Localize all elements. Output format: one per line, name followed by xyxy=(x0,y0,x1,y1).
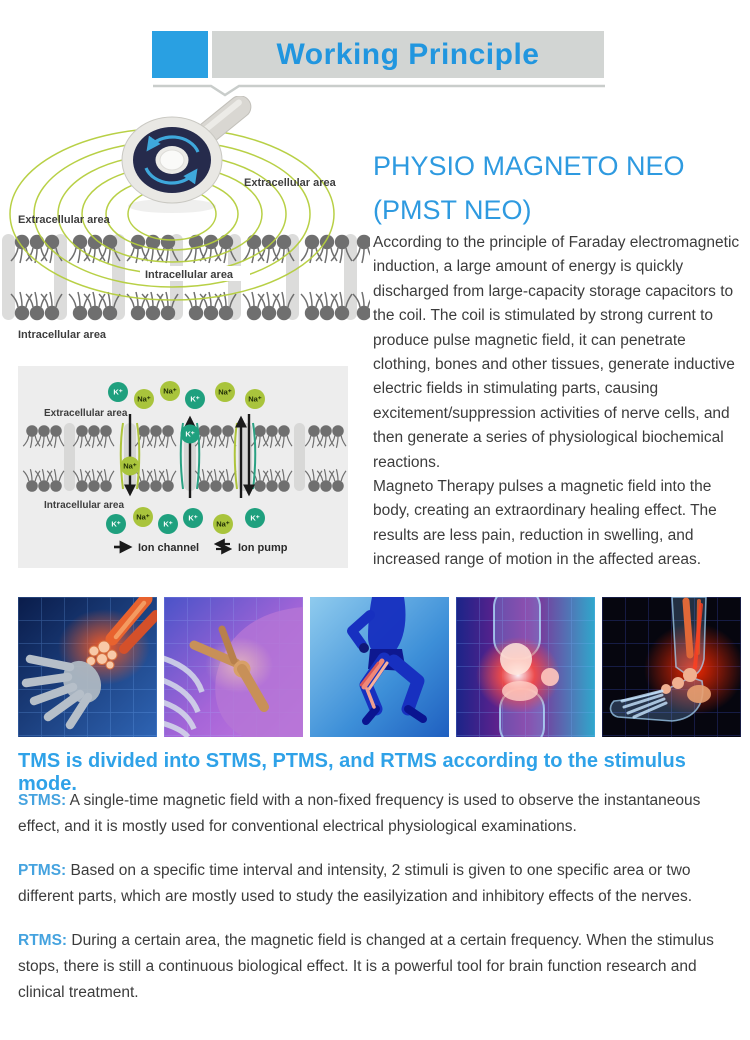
product-heading-line1: PHYSIO MAGNETO NEO xyxy=(373,151,685,181)
tms-paragraph-ptms xyxy=(18,858,734,910)
product-description xyxy=(373,231,747,573)
product-paragraph-2: Magneto Therapy pulses a magnetic field into the body, creating an extraordinary healing effect. The results are less pain, reduction in swelling, and increased range of motion in the affected areas. xyxy=(373,478,717,569)
label-extracellular-right: Extracellular area xyxy=(244,177,336,189)
product-heading xyxy=(373,144,745,232)
label-intracellular-center: Intracellular area xyxy=(145,269,234,281)
svg-text:Na⁺: Na⁺ xyxy=(163,386,177,396)
label-intracellular-bottom: Intracellular area xyxy=(18,329,107,341)
tms-heading: TMS is divided into STMS, PTMS, and RTMS according to the stimulus mode. xyxy=(18,750,686,795)
product-heading-line2: (PMST NEO) xyxy=(373,195,532,225)
svg-text:Na⁺: Na⁺ xyxy=(136,512,150,522)
rtms-text: During a certain area, the magnetic field is changed at a certain frequency. When the stimulus stops, there is still a continuous biological effect. It is a powerful tool for brain function research and clinical treatment. xyxy=(18,932,714,1001)
product-paragraph-1: According to the principle of Faraday electromagnetic induction, a large amount of energy is quickly discharged from large-capacity storage capacitors to the coil. The coil is stimulated by strong current to produce pulse magnetic field, it can penetrate clothing, bones and other tissues, generate inductive electric fields in stimulating parts, causing excitement/suppression activities of nerve cells, and then generate a series of physiological biochemical reactions. xyxy=(373,234,740,471)
magnetic-field-cell-diagram xyxy=(0,96,370,348)
svg-text:Na⁺: Na⁺ xyxy=(123,461,137,471)
gallery-image-wrist xyxy=(18,597,157,737)
svg-text:K⁺: K⁺ xyxy=(163,519,173,529)
svg-text:Na⁺: Na⁺ xyxy=(248,394,262,404)
header-accent-square xyxy=(152,31,208,78)
svg-text:K⁺: K⁺ xyxy=(111,519,121,529)
page-title: Working Principle xyxy=(276,37,540,71)
ptms-text: Based on a specific time interval and intensity, 2 stimuli is given to one specific area or two different parts, which are mostly used to study the easilyization and inhibitory effects of the nerves. xyxy=(18,862,693,905)
ion-label-intracellular: Intracellular area xyxy=(44,500,125,511)
gallery-image-runner xyxy=(310,597,449,737)
svg-text:Na⁺: Na⁺ xyxy=(216,519,230,529)
svg-text:K⁺: K⁺ xyxy=(113,387,123,397)
stms-text: A single-time magnetic field with a non-fixed frequency is used to observe the instantaneous effect, and it is mostly used for conventional electrical physiological examinations. xyxy=(18,792,701,835)
legend-ion-channel: Ion channel xyxy=(138,542,200,554)
ion-channel-diagram xyxy=(18,366,348,568)
stms-label: STMS: xyxy=(18,792,67,809)
label-extracellular-left: Extracellular area xyxy=(18,214,110,226)
svg-text:K⁺: K⁺ xyxy=(185,429,195,439)
svg-text:K⁺: K⁺ xyxy=(190,394,200,404)
svg-text:K⁺: K⁺ xyxy=(250,513,260,523)
body-part-gallery xyxy=(18,597,743,737)
gallery-image-shoulder xyxy=(164,597,303,737)
rtms-label: RTMS: xyxy=(18,932,68,949)
ptms-label: PTMS: xyxy=(18,862,67,879)
svg-text:K⁺: K⁺ xyxy=(188,513,198,523)
legend-ion-pump: Ion pump xyxy=(238,542,288,554)
ion-label-extracellular: Extracellular area xyxy=(44,408,128,419)
tms-paragraph-stms xyxy=(18,788,734,840)
gallery-image-ankle xyxy=(602,597,741,737)
header-bar xyxy=(212,31,604,78)
svg-text:Na⁺: Na⁺ xyxy=(218,387,232,397)
gallery-image-knee xyxy=(456,597,595,737)
svg-text:Na⁺: Na⁺ xyxy=(137,394,151,404)
tms-paragraph-rtms xyxy=(18,928,734,1006)
